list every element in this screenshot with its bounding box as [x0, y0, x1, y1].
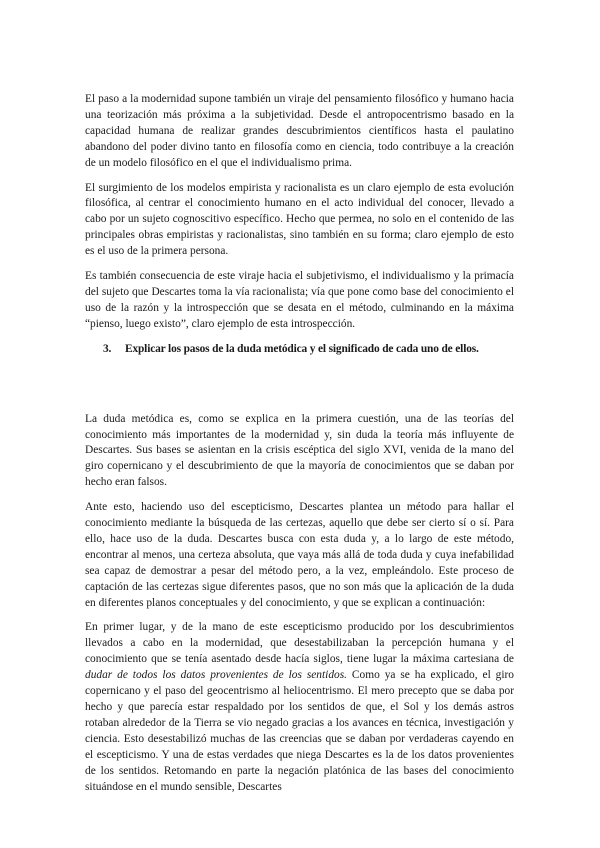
- paragraph-empiricism-rationalism: El surgimiento de los modelos empirista y racionalista es un claro ejemplo de esta evolución filosófica, al centrar el conocimiento humano en el acto individual del conocer, llevado a cabo por un sujeto cognoscitivo específico. Hecho que permea, no solo en el contenido de las principales obras empiristas y racionalistas, sino también en su forma; claro ejemplo de esto es el uso de la primera persona.: [85, 181, 514, 258]
- paragraph-methodic-doubt: La duda metódica es, como se explica en la primera cuestión, una de las teorías del conocimiento más importantes de la modernidad y, sin duda la teoría más influyente de Descartes. Sus bases se asientan en la crisis escéptica del siglo XVI, venida de la mano del giro copernicano y el descubrimiento de que la mayoría de conocimientos que se daban por hecho eran falsos.: [85, 412, 514, 489]
- section-heading: [103, 342, 514, 358]
- paragraph-modernity: El paso a la modernidad supone también un viraje del pensamiento filosófico y humano hacia una teorización más próxima a la subjetividad. Desde el antropocentrismo basado en la capacidad humana de realizar grandes descubrimientos científicos hasta el paulatino abandono del poder divino tanto en filosofía como en ciencia, todo contribuye a la creación de un modelo filosófico en el que el individualismo prima.: [85, 93, 514, 169]
- section-number: 3.: [103, 342, 112, 355]
- paragraph-first-step: [85, 620, 514, 795]
- first-step-italic-maxim: dudar de todos los datos provenientes de los sentidos.: [85, 669, 348, 682]
- first-step-text-after: Como ya se ha explicado, el giro copernicano y el paso del geocentrismo al heliocentrismo. El mero precepto que se daba por hecho y que parecía estar respaldado por los sentidos de que, el Sol y los demás astros rotaban alrededor de la Tierra se vio negado gracias a los avances en técnica, investigación y ciencia. Esto desestabilizó muchas de las creencias que se daban por verdaderas cayendo en el escepticismo. Y una de estas verdades que niega Descartes es la de los datos provenientes de los sentidos. Retomando en parte la negación platónica de las bases del conocimiento situándose en el mundo sensible, Descartes: [85, 669, 514, 793]
- paragraph-skepticism-method: Ante esto, haciendo uso del escepticismo, Descartes plantea un método para hallar el conocimiento mediante la búsqueda de las certezas, aquello que debe ser cierto sí o sí. Para ello, hace uso de la duda. Descartes busca con esta duda y, a lo largo de este método, encontrar al menos, una certeza absoluta, que vaya más allá de toda duda y cuya inefabilidad sea capaz de demostrar a pesar del método pero, a la vez, empleándolo. Este proceso de captación de las certezas sigue diferentes pasos, que no son más que la aplicación de la duda en diferentes planos conceptuales y del conocimiento, y que se explican a continuación:: [85, 501, 514, 609]
- document-page: [85, 92, 514, 804]
- section-title: Explicar los pasos de la duda metódica y el significado de cada uno de ellos.: [125, 342, 479, 355]
- first-step-text-before: En primer lugar, y de la mano de este escepticismo producido por los descubrimientos llevados a cabo en la modernidad, que desestabilizaban la percepción humana y el conocimiento que se tenía asentado desde hacía siglos, tiene lugar la máxima cartesiana de: [85, 621, 514, 666]
- paragraph-subjectivism: Es también consecuencia de este viraje hacia el subjetivismo, el individualismo y la primacía del sujeto que Descartes toma la vía racionalista; vía que pone como base del conocimiento el uso de la razón y la introspección que se desata en el método, culminando en la máxima “pienso, luego existo”, claro ejemplo de esta introspección.: [85, 270, 514, 330]
